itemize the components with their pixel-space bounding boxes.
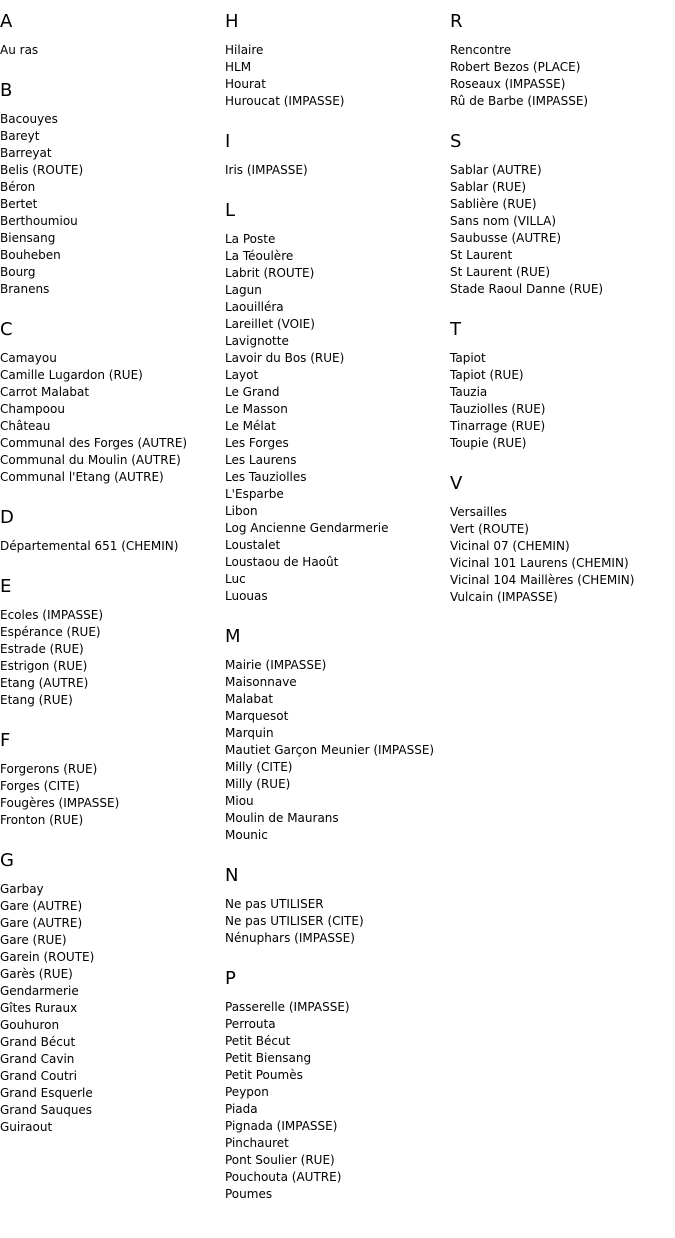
street-link[interactable]: St Laurent (RUE) [450,265,551,279]
street-link[interactable]: Pignada (IMPASSE) [225,1119,338,1133]
street-link[interactable]: Vicinal 07 (CHEMIN) [450,539,570,553]
street-link[interactable]: Tapiot [450,351,486,365]
street-link[interactable]: Miou [225,794,254,808]
street-link[interactable]: Bareyt [0,129,40,143]
street-link[interactable]: Fronton (RUE) [0,813,84,827]
street-link[interactable]: Mairie (IMPASSE) [225,658,327,672]
street-link[interactable]: Sablar (AUTRE) [450,163,542,177]
letter-heading: E [0,576,12,597]
street-link[interactable]: Gare (AUTRE) [0,899,83,913]
street-list [225,42,449,110]
street-link[interactable]: Garein (ROUTE) [0,950,95,964]
street-link[interactable]: Communal l'Etang (AUTRE) [0,470,164,484]
street-link[interactable]: Etang (AUTRE) [0,676,89,690]
street-link[interactable]: Gare (AUTRE) [0,916,83,930]
street-link[interactable]: Guiraout [0,1120,53,1134]
street-link[interactable]: Milly (CITE) [225,760,293,774]
street-link[interactable]: Lavignotte [225,334,289,348]
street-link[interactable]: Loustalet [225,538,281,552]
street-link[interactable]: Lagun [225,283,262,297]
letter-heading: H [225,11,239,32]
street-link[interactable]: Grand Coutri [0,1069,77,1083]
street-link[interactable]: Espérance (RUE) [0,625,101,639]
street-link[interactable]: Saubusse (AUTRE) [450,231,562,245]
letter-section-v [450,474,674,606]
street-link[interactable]: Versailles [450,505,507,519]
letter-section-n [225,866,449,947]
street-link[interactable]: Hourat [225,77,266,91]
street-link[interactable]: Roseaux (IMPASSE) [450,77,566,91]
street-list [0,881,224,1136]
street-link[interactable]: Vicinal 101 Laurens (CHEMIN) [450,556,629,570]
street-link[interactable]: Berthoumiou [0,214,78,228]
street-link[interactable]: Gendarmerie [0,984,79,998]
street-link[interactable]: Camille Lugardon (RUE) [0,368,143,382]
street-link[interactable]: Les Forges [225,436,289,450]
street-link[interactable]: Le Masson [225,402,288,416]
street-link[interactable]: Garbay [0,882,44,896]
street-link[interactable]: Iris (IMPASSE) [225,163,308,177]
street-index-column-1 [0,12,224,1158]
letter-section-h [225,12,449,110]
street-link[interactable]: Tauziolles (RUE) [450,402,546,416]
letter-heading: G [0,850,14,871]
street-link[interactable]: Luouas [225,589,268,603]
street-list [0,607,224,709]
street-link[interactable]: Marquesot [225,709,289,723]
street-link[interactable]: Lavoir du Bos (RUE) [225,351,345,365]
street-link[interactable]: Tapiot (RUE) [450,368,524,382]
street-list [450,42,674,110]
street-link[interactable]: Au ras [0,43,39,57]
street-link[interactable]: Communal des Forges (AUTRE) [0,436,188,450]
letter-heading: V [450,473,463,494]
street-link[interactable]: St Laurent [450,248,513,262]
street-link[interactable]: Petit Poumès [225,1068,303,1082]
street-link[interactable]: Bouheben [0,248,61,262]
street-link[interactable]: Forgerons (RUE) [0,762,98,776]
street-link[interactable]: Hilaire [225,43,264,57]
street-link[interactable]: Estrade (RUE) [0,642,84,656]
street-link[interactable]: Grand Bécut [0,1035,76,1049]
street-list [0,350,224,486]
letter-section-g [0,851,224,1136]
street-link[interactable]: Belis (ROUTE) [0,163,84,177]
street-link[interactable]: Bertet [0,197,38,211]
street-list [0,42,224,59]
street-link[interactable]: Nénuphars (IMPASSE) [225,931,355,945]
street-link[interactable]: Piada [225,1102,258,1116]
letter-heading: T [450,319,461,340]
street-link[interactable]: Loustaou de Haoût [225,555,339,569]
letter-section-l [225,201,449,605]
street-link[interactable]: Tauzia [450,385,488,399]
street-link[interactable]: Sans nom (VILLA) [450,214,557,228]
street-list [450,504,674,606]
street-link[interactable]: Grand Cavin [0,1052,75,1066]
letter-heading: B [0,80,13,101]
letter-section-i [225,132,449,179]
letter-section-e [0,577,224,709]
street-link[interactable]: Vert (ROUTE) [450,522,529,536]
street-link[interactable]: Gouhuron [0,1018,60,1032]
letter-heading: F [0,730,11,751]
street-link[interactable]: Mautiet Garçon Meunier (IMPASSE) [225,743,435,757]
street-link[interactable]: Labrit (ROUTE) [225,266,315,280]
letter-heading: C [0,319,13,340]
letter-heading: D [0,507,14,528]
street-link[interactable]: Estrigon (RUE) [0,659,88,673]
street-link[interactable]: Sablar (RUE) [450,180,527,194]
street-link[interactable]: Fougères (IMPASSE) [0,796,120,810]
street-link[interactable]: Mounic [225,828,268,842]
street-link[interactable]: Ecoles (IMPASSE) [0,608,104,622]
street-link[interactable]: Le Grand [225,385,280,399]
letter-section-m [225,627,449,844]
street-link[interactable]: Peypon [225,1085,269,1099]
street-link[interactable]: Etang (RUE) [0,693,73,707]
street-link[interactable]: Rencontre [450,43,512,57]
street-link[interactable]: Laouilléra [225,300,284,314]
street-link[interactable]: Libon [225,504,258,518]
street-link[interactable]: Maisonnave [225,675,297,689]
street-link[interactable]: Pinchauret [225,1136,289,1150]
street-link[interactable]: Ne pas UTILISER (CITE) [225,914,364,928]
letter-section-b [0,81,224,298]
letter-heading: R [450,11,463,32]
street-link[interactable]: Camayou [0,351,57,365]
street-link[interactable]: Robert Bezos (PLACE) [450,60,581,74]
street-link[interactable]: Tinarrage (RUE) [450,419,546,433]
letter-section-c [0,320,224,486]
street-link[interactable]: Milly (RUE) [225,777,291,791]
street-link[interactable]: Petit Biensang [225,1051,312,1065]
street-link[interactable]: Lareillet (VOIE) [225,317,315,331]
street-link[interactable]: Rû de Barbe (IMPASSE) [450,94,589,108]
street-link[interactable]: Biensang [0,231,56,245]
street-list [450,162,674,298]
street-link[interactable]: Log Ancienne Gendarmerie [225,521,389,535]
street-link[interactable]: Grand Sauques [0,1103,93,1117]
street-link[interactable]: Champoou [0,402,65,416]
street-link[interactable]: Communal du Moulin (AUTRE) [0,453,181,467]
street-link[interactable]: Château [0,419,51,433]
street-list [450,350,674,452]
street-link[interactable]: Forges (CITE) [0,779,80,793]
street-list [0,111,224,298]
street-list [225,999,449,1203]
letter-section-s [450,132,674,298]
street-link[interactable]: Pouchouta (AUTRE) [225,1170,342,1184]
street-link[interactable]: Huroucat (IMPASSE) [225,94,345,108]
street-link[interactable]: Le Mélat [225,419,276,433]
street-link[interactable]: Garès (RUE) [0,967,73,981]
street-link[interactable]: Vicinal 104 Maillères (CHEMIN) [450,573,635,587]
letter-section-a [0,12,224,59]
letter-heading: A [0,11,13,32]
letter-heading: M [225,626,241,647]
letter-section-p [225,969,449,1203]
street-list [225,657,449,844]
street-link[interactable]: Malabat [225,692,274,706]
street-link[interactable]: Stade Raoul Danne (RUE) [450,282,604,296]
street-link[interactable]: Gare (RUE) [0,933,67,947]
street-link[interactable]: Gîtes Ruraux [0,1001,78,1015]
street-link[interactable]: Perrouta [225,1017,276,1031]
street-link[interactable]: Marquin [225,726,274,740]
street-link[interactable]: Grand Esquerle [0,1086,93,1100]
street-link[interactable]: Vulcain (IMPASSE) [450,590,558,604]
street-link[interactable]: Les Laurens [225,453,297,467]
letter-heading: S [450,131,462,152]
letter-heading: L [225,200,236,221]
street-index-column-3 [450,12,674,628]
letter-section-f [0,731,224,829]
street-link[interactable]: Pont Soulier (RUE) [225,1153,335,1167]
letter-heading: I [225,131,231,152]
street-link[interactable]: Les Tauziolles [225,470,307,484]
street-link[interactable]: Ne pas UTILISER [225,897,324,911]
street-list [225,162,449,179]
street-link[interactable]: Barreyat [0,146,52,160]
street-list [225,231,449,605]
street-link[interactable]: Layot [225,368,259,382]
letter-heading: N [225,865,239,886]
street-index-column-2 [225,12,449,1225]
street-list [0,761,224,829]
street-list [225,896,449,947]
street-link[interactable]: La Poste [225,232,276,246]
street-link[interactable]: HLM [225,60,252,74]
letter-section-d [0,508,224,555]
street-link[interactable]: Passerelle (IMPASSE) [225,1000,350,1014]
street-link[interactable]: Petit Bécut [225,1034,291,1048]
street-list [0,538,224,555]
letter-heading: P [225,968,236,989]
letter-section-t [450,320,674,452]
street-link[interactable]: Béron [0,180,36,194]
street-link[interactable]: Branens [0,282,50,296]
street-link[interactable]: Carrot Malabat [0,385,90,399]
street-link[interactable]: La Téoulère [225,249,294,263]
street-link[interactable]: Bourg [0,265,36,279]
street-link[interactable]: L'Esparbe [225,487,284,501]
street-link[interactable]: Départemental 651 (CHEMIN) [0,539,179,553]
street-link[interactable]: Toupie (RUE) [450,436,527,450]
street-link[interactable]: Luc [225,572,246,586]
street-link[interactable]: Sablière (RUE) [450,197,537,211]
letter-section-r [450,12,674,110]
street-link[interactable]: Bacouyes [0,112,58,126]
street-link[interactable]: Moulin de Maurans [225,811,339,825]
street-link[interactable]: Poumes [225,1187,273,1201]
